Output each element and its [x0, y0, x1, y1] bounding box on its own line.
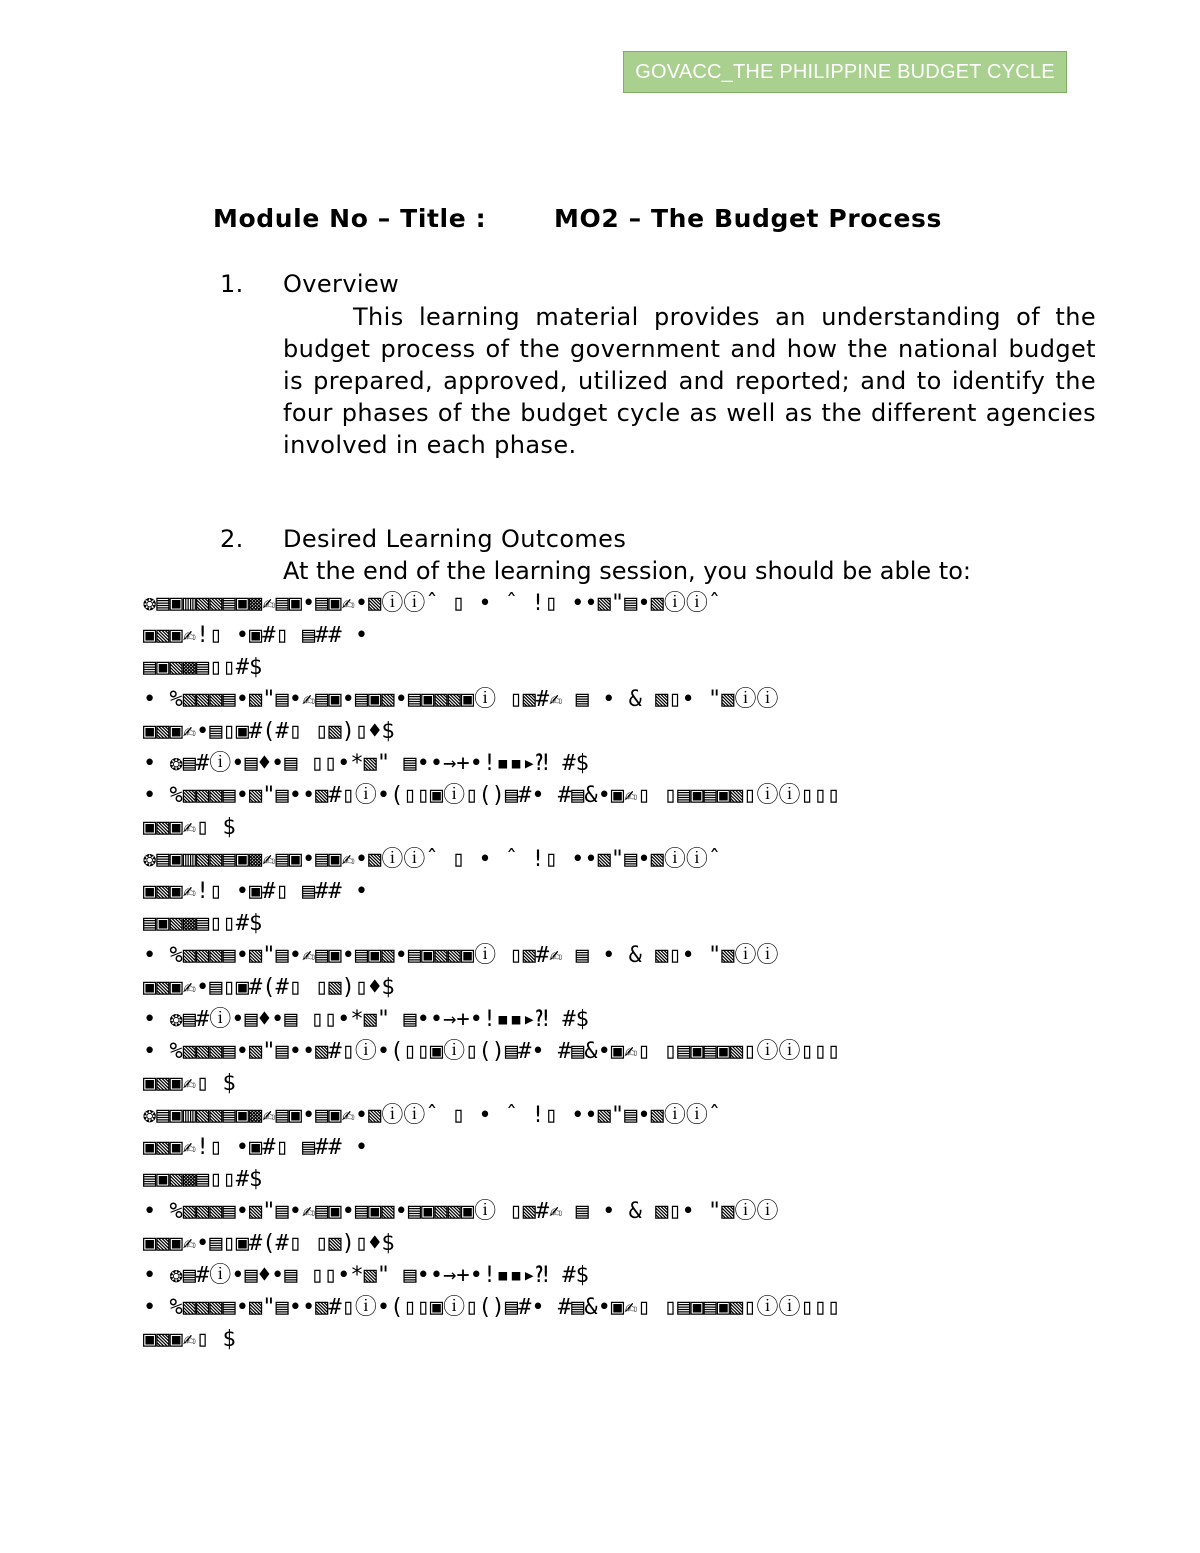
garbled-line: • %▧▧▧▤•▧"▤•✍▤▣•▤▣▧•▤▣▧▧▣ⓘ ▯▧#✍ ▤ • & ▧▯• "▧ⓘⓘ [143, 943, 779, 968]
garbled-line: • %▧▧▧▤•▧"▤••▧#▯ⓘ•(▯▯▣ⓘ▯()▤#• #▤&•▣✍▯ ▯▤▣▤▣▧▯ⓘⓘ▯▯▯ [143, 1295, 841, 1320]
header-label: GOVACC_THE PHILIPPINE BUDGET CYCLE [635, 60, 1055, 83]
garbled-line: • %▧▧▧▤•▧"▤•✍▤▣•▤▣▧•▤▣▧▧▣ⓘ ▯▧#✍ ▤ • & ▧▯• "▧ⓘⓘ [143, 687, 779, 712]
garbled-line: ▣▧▣✍•▤▯▣#(#▯ ▯▧)▯♦$ [143, 719, 395, 744]
garbled-line: ▣▧▣✍▯ $ [143, 815, 236, 840]
garbled-line: • %▧▧▧▤•▧"▤•✍▤▣•▤▣▧•▤▣▧▧▣ⓘ ▯▧#✍ ▤ • & ▧▯• "▧ⓘⓘ [143, 1199, 779, 1224]
garbled-line: • ❂▤#ⓘ•▤♦•▤ ▯▯•*▧" ▤••→+•!▪▪▸⁈ #$ [143, 1263, 589, 1288]
garbled-line: • ❂▤#ⓘ•▤♦•▤ ▯▯•*▧" ▤••→+•!▪▪▸⁈ #$ [143, 1007, 589, 1032]
section-heading: Desired Learning Outcomes [283, 525, 627, 553]
garbled-line: ▣▧▣✍!▯ •▣#▯ ▤## • [143, 623, 369, 648]
overview-text: This learning material provides an understanding of the budget process of the government and how the national budget is prepared, approved, utilized and reported; and to identify the four phases of the budget cycle as well as the different agencies involved in each phase. [283, 303, 1096, 459]
module-title-label: Module No – Title : [213, 204, 487, 233]
garbled-line: • %▧▧▧▤•▧"▤••▧#▯ⓘ•(▯▯▣ⓘ▯()▤#• #▤&•▣✍▯ ▯▤▣▤▣▧▯ⓘⓘ▯▯▯ [143, 1039, 841, 1064]
garbled-outcomes-list [143, 588, 1183, 1368]
section-heading: Overview [283, 270, 400, 298]
overview-paragraph [283, 301, 1096, 461]
garbled-line: ❂▤▣▥▧▧▤▣▩✍▤▣•▤▣✍•▧ⓘⓘˆ ▯ • ˆ !▯ ••▧"▤•▧ⓘⓘˆ [143, 847, 722, 872]
garbled-line: ❂▤▣▥▧▧▤▣▩✍▤▣•▤▣✍•▧ⓘⓘˆ ▯ • ˆ !▯ ••▧"▤•▧ⓘⓘˆ [143, 1103, 722, 1128]
garbled-line: ▣▧▣✍•▤▯▣#(#▯ ▯▧)▯♦$ [143, 975, 395, 1000]
outcomes-intro: At the end of the learning session, you should be able to: [283, 557, 971, 585]
garbled-line: ▣▧▣✍!▯ •▣#▯ ▤## • [143, 879, 369, 904]
garbled-line: • ❂▤#ⓘ•▤♦•▤ ▯▯•*▧" ▤••→+•!▪▪▸⁈ #$ [143, 751, 589, 776]
module-title-value: MO2 – The Budget Process [554, 204, 942, 233]
header-banner [623, 51, 1067, 93]
section-number: 2. [220, 525, 244, 553]
garbled-line: ▤▣▧▩▤▯▯#$ [143, 911, 263, 936]
garbled-line: ▤▣▧▩▤▯▯#$ [143, 1167, 263, 1192]
garbled-line: ▣▧▣✍▯ $ [143, 1071, 236, 1096]
garbled-line: ▣▧▣✍▯ $ [143, 1327, 236, 1352]
garbled-line: ▤▣▧▩▤▯▯#$ [143, 655, 263, 680]
garbled-line: • %▧▧▧▤•▧"▤••▧#▯ⓘ•(▯▯▣ⓘ▯()▤#• #▤&•▣✍▯ ▯▤▣▤▣▧▯ⓘⓘ▯▯▯ [143, 783, 841, 808]
module-title [213, 204, 942, 233]
garbled-line: ❂▤▣▥▧▧▤▣▩✍▤▣•▤▣✍•▧ⓘⓘˆ ▯ • ˆ !▯ ••▧"▤•▧ⓘⓘˆ [143, 591, 722, 616]
garbled-line: ▣▧▣✍•▤▯▣#(#▯ ▯▧)▯♦$ [143, 1231, 395, 1256]
garbled-line: ▣▧▣✍!▯ •▣#▯ ▤## • [143, 1135, 369, 1160]
section-number: 1. [220, 270, 244, 298]
